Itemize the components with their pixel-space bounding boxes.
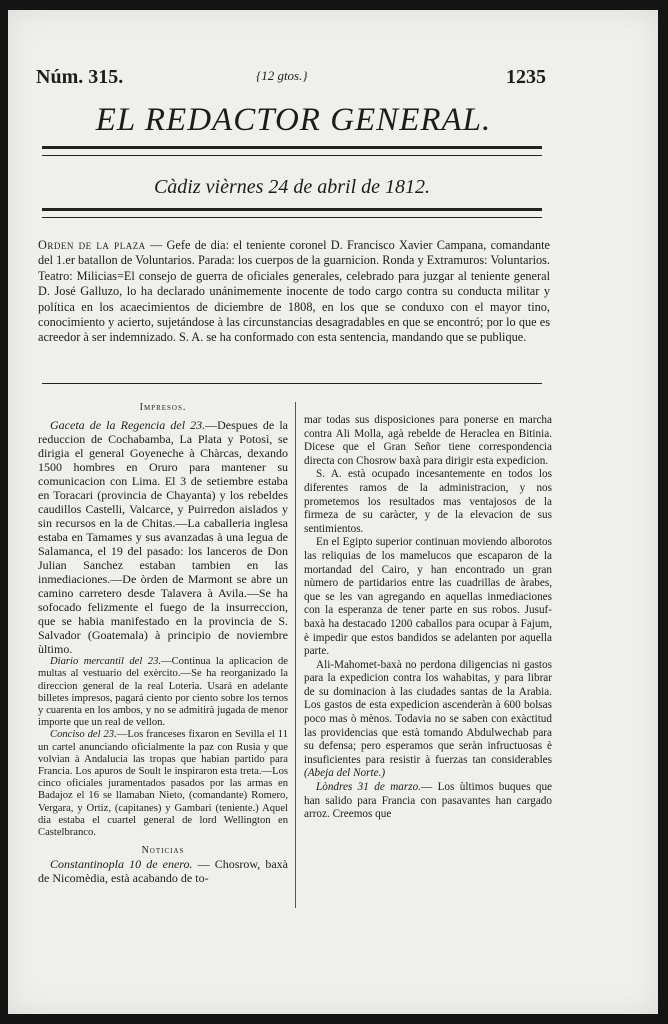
article-constantinopla-text: — Chosrow, baxà de Nicomèdia, està acabando de to-	[38, 857, 288, 886]
section-rule	[42, 383, 542, 384]
right-paragraph-3: En el Egipto superior continuan moviendo alborotos las reliquias de los mamelucos que escaparon de la mortandad del Cairo, y han encontrado un gran nùmero de partidarios entre las cuadrillas de àrabes, que se les van agregando en aquellas inmediaciones con la esperanza de tener parte en sus robos. Jusuf-baxà ha destacado 1200 caballos para ocupar à Fajum, è impedir que estos bandidos se adelanten por aquella parte.	[304, 536, 552, 658]
article-conciso	[38, 729, 288, 839]
dateline: Càdiz vièrnes 24 de abril de 1812.	[153, 176, 431, 198]
article-constantinopla	[38, 857, 288, 885]
issue-number: Núm. 315.	[36, 66, 124, 88]
page-number: 1235	[506, 66, 546, 88]
right-paragraph-2: S. A. està ocupado incesantemente en todos los diferentes ramos de la administracion, y nos prometemos los resultados mas ventajosos de la firmeza de su caràcter, y de la elevacion de sus sentimientos.	[304, 468, 552, 535]
article-londres	[304, 781, 552, 822]
noticias-heading: Noticias	[141, 845, 185, 857]
orden-lead: Orden de la plaza	[38, 238, 146, 252]
right-paragraph-4-text: Ali-Mahomet-baxà no perdona diligencias ni gastos para la expedicion contra los wahabitas, y para librar de su dominacion à las ciudades santas de la Arabia. Los gastos de esta expedicion ascenderàn à 600 bolsas poco mas ò mènos. Todavia no se saben con exàctitud las providencias que està tomando Abdulwechab para su defensa; pero esperamos que seràn infructuosas è insuficientes para resistir à fuerzas tan considerables	[304, 658, 552, 766]
right-paragraph-1: mar todas sus disposiciones para ponerse en marcha contra Ali Molla, agà rebelde de Heraclea en Bitinia. Dicese que el Gran Señor tiene correspondencia directa con Chosrow baxà para dirigir esta expedicion.	[304, 414, 552, 467]
newspaper-title: EL REDACTOR GENERAL.	[95, 102, 492, 138]
orden-text: — Gefe de dia: el teniente coronel D. Francisco Xavier Campana, comandante del 1.er batallon de Voluntarios. Parada: los cuerpos de la guarnicion. Ronda y Extramuros: Voluntarios. Teatro: Milicias=El consejo de guerra de oficiales generales, celebrado para juzgar al teniente general D. José Galluzo, lo ha declarado unánimemente inocente de todo cargo contra su conducta militar y política en los acaecimientos de diciembre de 1808, en los que se conduxo con el mayor tino, conocimiento y acierto, sujetándose à las circunstancias desagradables en que se encontró; por lo que es acreedor à ser indemnizado. S. A. se ha conformado con esta sentencia, mandando que se publique.	[38, 238, 550, 345]
right-paragraph-4	[304, 659, 552, 781]
article-gaceta	[38, 418, 288, 656]
dateline-rule	[42, 208, 542, 218]
impresos-heading: Impresos.	[139, 402, 187, 413]
title-rule	[42, 146, 542, 156]
left-column	[38, 402, 288, 885]
article-constantinopla-lead: Constantinopla 10 de enero.	[50, 857, 193, 872]
article-conciso-lead: Conciso del 23.	[50, 729, 117, 741]
column-divider	[295, 402, 296, 908]
masthead-row	[36, 66, 546, 96]
orden-de-la-plaza	[38, 238, 550, 346]
article-gaceta-text: —Despues de la reduccion de Cochabamba, La Plata y Potosì, se dirigia el general Goyeneche à Chàrcas, dexando 1500 hombres en Oruro para mantener su comunicacion con Lima. El 3 de setiembre estaba en Toracari (provincia de Chayanta) y los rebeldes caudillos Castelli, Valcarce, y Puirredon aislados y sin recursos en la de Chitas.—La caballeria inglesa estaba en Tamames y sus avanzadas à una legua de Salamanca, el 19 del pasado: los lanceros de Don Julian Sanchez estaban tambien en las inmediaciones.—De òrden de Marmont se abre un camino carretero desde Talavera à Avila.—Se ha sofocado felizmente el fuego de la insurreccion, que se habia manifestado en la provincia de S. Salvador (Goatemala) à principio de noviembre ùltimo.	[38, 418, 288, 657]
article-londres-lead: Lòndres 31 de marzo.	[316, 781, 421, 794]
article-diario	[38, 656, 288, 729]
newspaper-page	[8, 10, 658, 1014]
article-conciso-text: —Los franceses fixaron en Sevilla el 11 un cartel anunciando oficialmente la paz con Rusia y que volvian à Andalucia las tropas que habian partido para Francia. Los apuros de Soult le inspiraron esta treta.—Los cinco oficiales juramentados pasados por las armas en Badajoz el 16 se llamaban Nieto, (comandante) Romero, Vergara, y Ortiz, (capitanes) y Gambari (teniente.) Aquel dia estaba el cuartel general de lord Wellington en Castelbranco.	[38, 729, 288, 839]
right-column	[304, 414, 552, 822]
article-londres-text: — Los ùltimos buques que han salido para Francia con pasavantes han cargado arroz. Creemos que	[304, 781, 553, 821]
sheet-count: {12 gtos.}	[256, 68, 308, 83]
article-gaceta-lead: Gaceta de la Regencia del 23.	[50, 418, 206, 433]
article-diario-lead: Diario mercantil del 23.	[50, 656, 162, 668]
article-diario-text: —Continua la aplicacion de multas al vestuario del exèrcito.—Se ha reorganizado la direccion general de la real Loteria. Usará en adelante billetes impresos, pagará ciento por ciento sobre los ternos y cuarenta en los ambos, y no se admitirà jugada de menor importe que un real de vellon.	[38, 656, 288, 729]
source-abeja: (Abeja del Norte.)	[304, 767, 386, 780]
